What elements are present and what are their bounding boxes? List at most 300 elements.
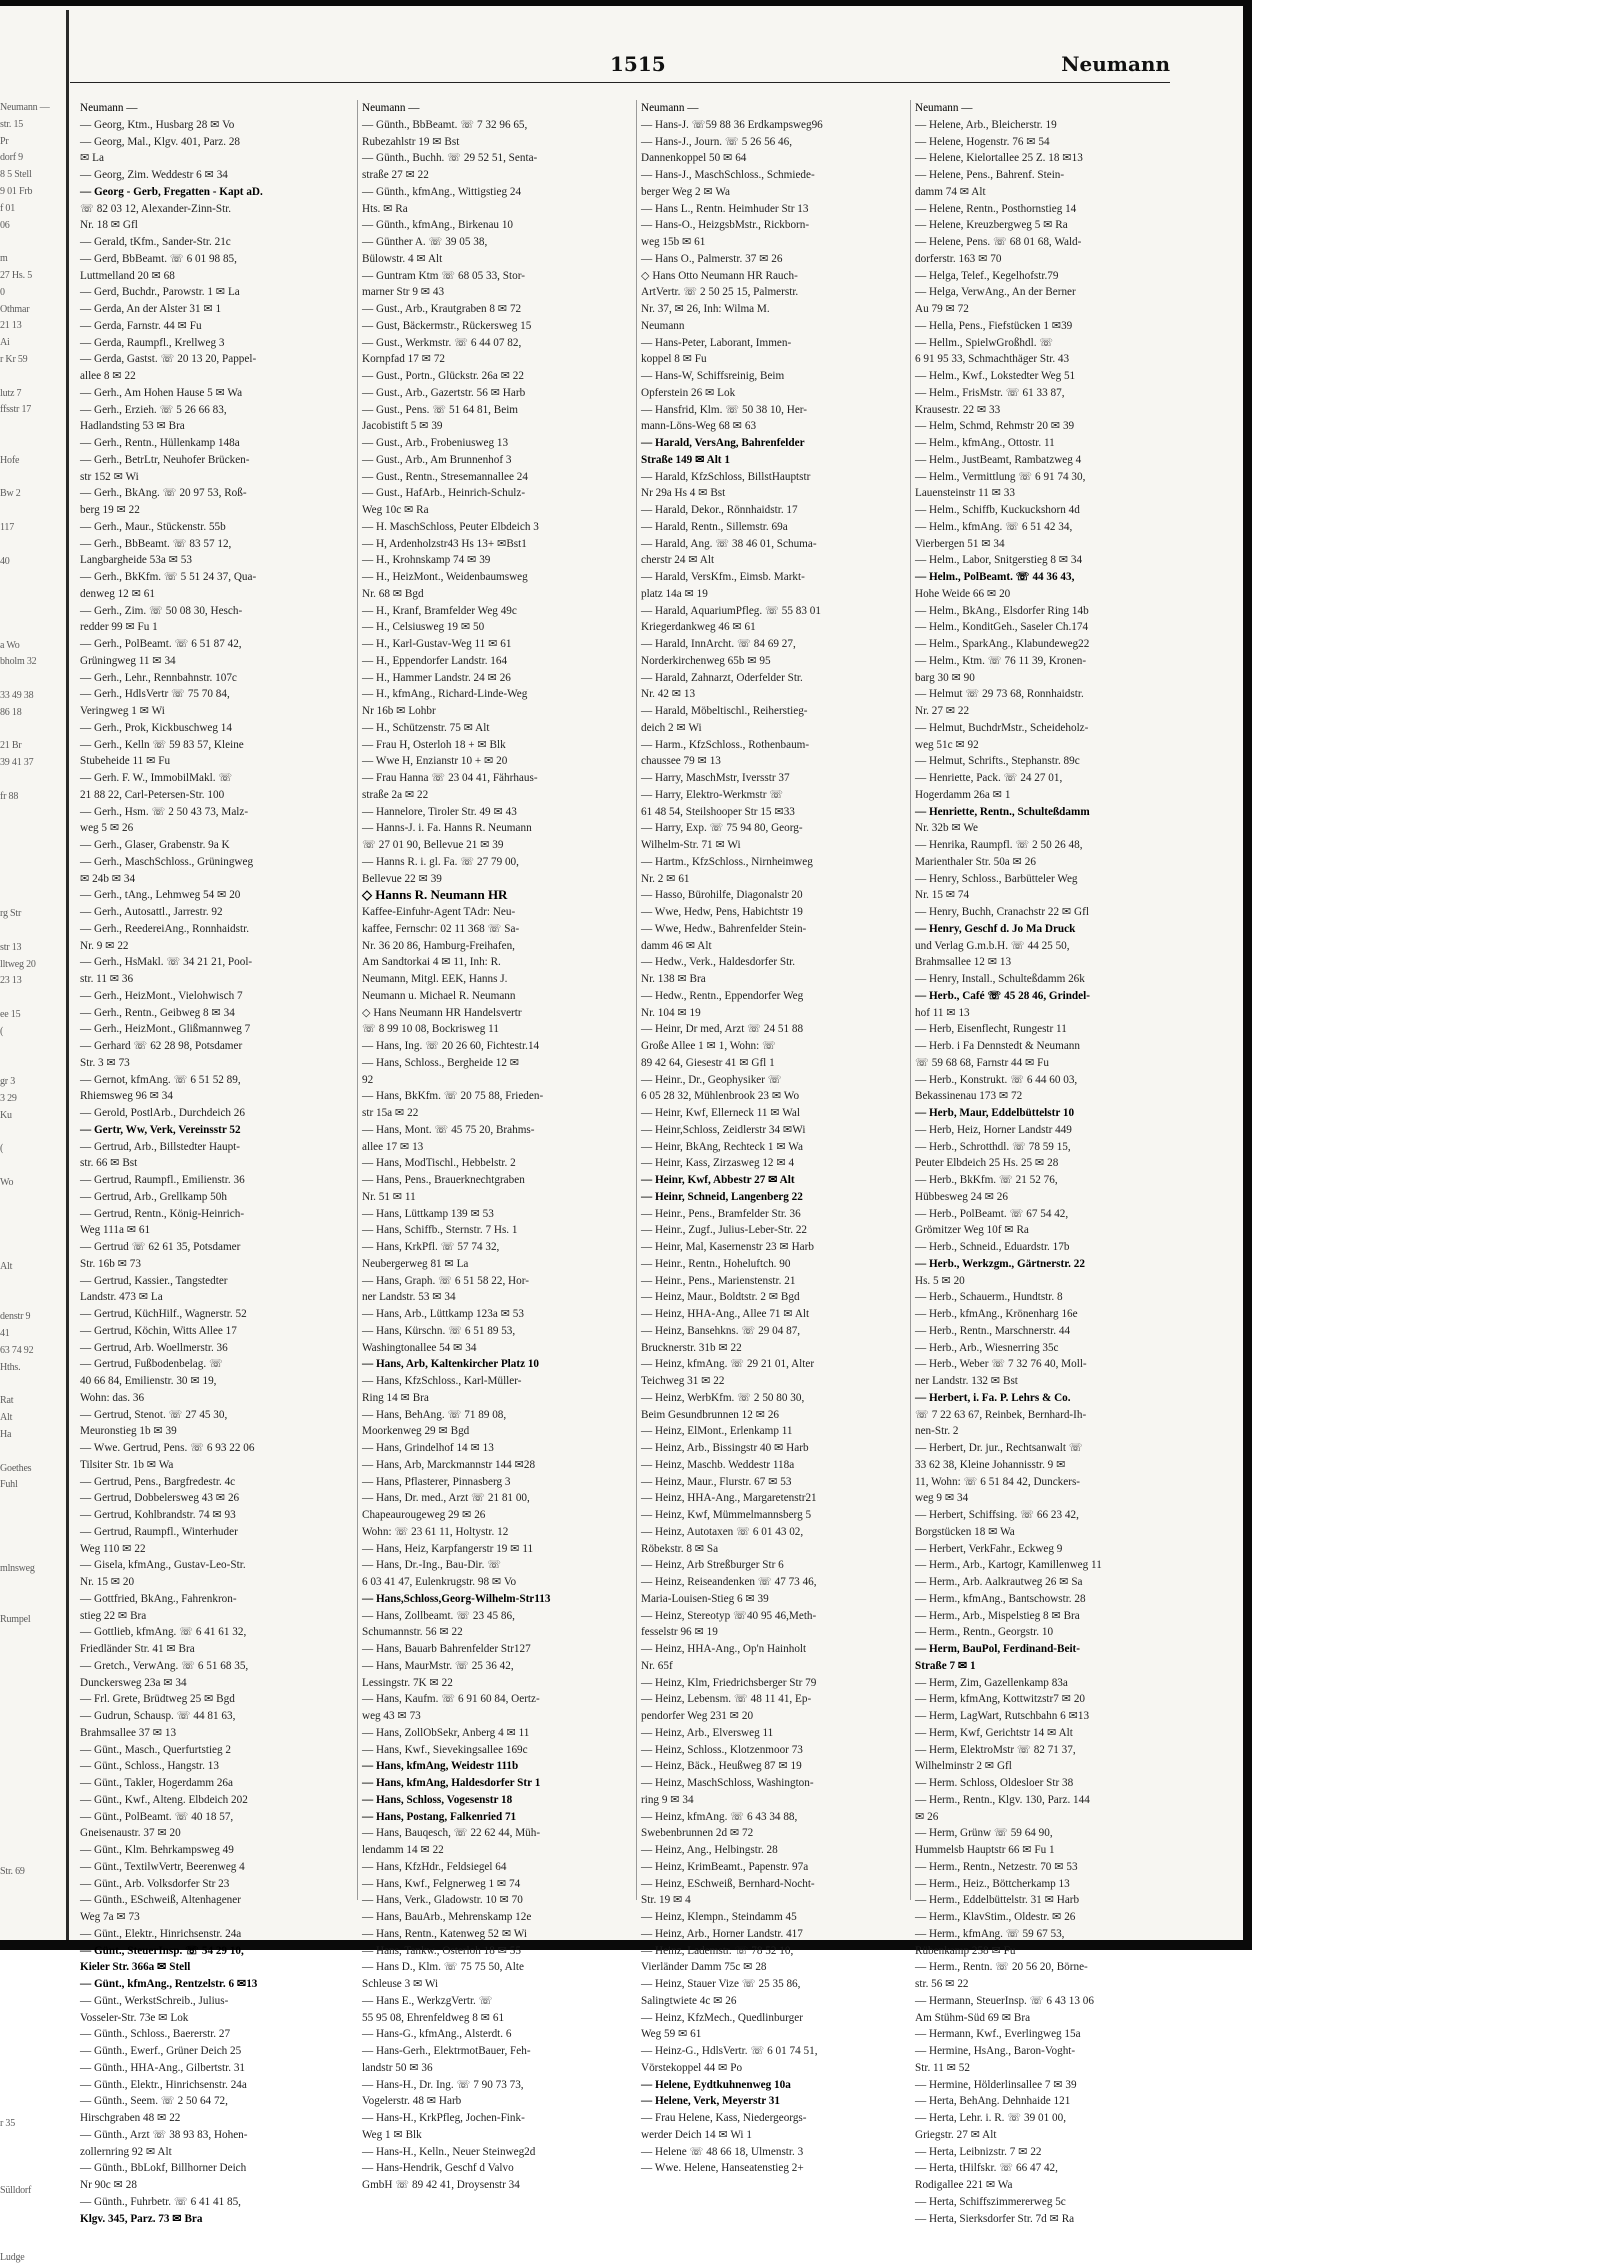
directory-entry: — Herb. i Fa Dennstedt & Neumann [915, 1040, 1080, 1052]
previous-page-line: a Wo [0, 639, 20, 651]
directory-entry: — Heinr, Kass, Zirzasweg 12 ✉ 4 [641, 1157, 795, 1170]
directory-entry: — H, Ardenholzstr43 Hs 13+ ✉Bst1 [362, 537, 527, 550]
directory-entry: — Heinz, Maschb. Weddestr 118a [641, 1458, 795, 1471]
directory-entry: — Hanns R. i. gl. Fa. ☏ 27 79 00, [362, 855, 519, 868]
directory-entry: — Heinz, Reiseandenken ☏ 47 73 46, [641, 1576, 817, 1588]
directory-entry: — Gudrun, Schausp. ☏ 44 81 63, [80, 1710, 236, 1722]
directory-entry: — Günth., BbBeamt. ☏ 7 32 96 65, [362, 118, 528, 131]
previous-page-line [0, 1813, 60, 1830]
directory-column-4 [915, 100, 1185, 2225]
directory-entry: — Herta, Schiffszimmererweg 5c [915, 2195, 1066, 2208]
directory-entry: — Harry, Exp. ☏ 75 94 80, Georg- [641, 822, 803, 835]
previous-page-line: 9 01 Frb [0, 185, 33, 197]
directory-entry: — Gust., HafArb., Heinrich-Schulz- [362, 487, 526, 500]
directory-entry: — Harm., KfzSchloss., Rothenbaum- [641, 738, 810, 751]
previous-page-line: Bw 2 [0, 488, 21, 500]
directory-entry: — Hermann, SteuerInsp. ☏ 6 43 13 06 [915, 1994, 1094, 2007]
previous-page-line [0, 537, 60, 554]
directory-entry: — Gerda, Raumpfl., Krellweg 3 [80, 336, 225, 349]
directory-entry: — H. MaschSchloss, Peuter Elbdeich 3 [362, 520, 539, 533]
directory-entry: Nr. 36 20 86, Hamburg-Freihafen, [362, 939, 515, 952]
directory-entry: — Helm., KonditGeh., Saseler Ch.174 [915, 621, 1089, 634]
directory-entry: 61 48 54, Steilshooper Str 15 ✉33 [641, 805, 795, 818]
directory-entry: landstr 50 ✉ 36 [362, 2061, 433, 2074]
directory-entry: Bekassinenau 173 ✉ 72 [915, 1090, 1023, 1103]
directory-entry: Wohn: ☏ 23 61 11, Holtystr. 12 [362, 1525, 509, 1538]
previous-page-line: 21 Br [0, 740, 22, 752]
previous-page-line: str. 15 [0, 118, 24, 130]
directory-entry: — Gottlieb, kfmAng. ☏ 6 41 61 32, [80, 1626, 247, 1639]
directory-entry: — Gottfried, BkAng., Fahrenkron- [80, 1592, 237, 1605]
directory-entry: — Heinz, WerbKfm. ☏ 2 50 80 30, [641, 1391, 805, 1404]
previous-page-line: 40 [0, 555, 10, 567]
directory-entry: — Herta, Sierksdorfer Str. 7d ✉ Ra [915, 2212, 1075, 2225]
column-heading: Neumann — [362, 102, 420, 114]
directory-entry: — Herb, Maur, Eddelbüttelstr 10 [915, 1107, 1075, 1119]
previous-page-line: Wo [0, 1177, 14, 1188]
directory-entry: — Hans, Verk., Gladowstr. 10 ✉ 70 [362, 1894, 523, 1907]
previous-page-line [0, 1528, 60, 1545]
previous-page-line: Alt [0, 1412, 13, 1424]
directory-entry: — Hans, Kwf., Sievekingsallee 169c [362, 1743, 528, 1756]
previous-page-line: Ai [0, 337, 10, 349]
previous-page-line [0, 822, 60, 839]
directory-entry: — Gertrud, Rentn., König-Heinrich- [80, 1207, 245, 1220]
previous-page-line [0, 1209, 60, 1226]
directory-entry: Nr. 9 ✉ 22 [80, 939, 129, 952]
directory-entry: — Heinz, Arb., Bissingstr 40 ✉ Harb [641, 1442, 809, 1454]
previous-page-line [0, 805, 60, 822]
directory-entry: — Hans-O., HeizgsbMstr., Rickborn- [641, 219, 810, 232]
previous-page-line [0, 1914, 60, 1931]
directory-entry: — H., Kranf, Bramfelder Weg 49c [362, 604, 517, 617]
directory-entry: — Herb., Werkzgm., Gärtnerstr. 22 [915, 1257, 1085, 1270]
directory-entry: Luttmelland 20 ✉ 68 [80, 269, 175, 282]
directory-entry: Peuter Elbdeich 25 Hs. 25 ✉ 28 [915, 1157, 1059, 1170]
directory-entry: mann-Löns-Weg 68 ✉ 63 [641, 420, 757, 433]
directory-entry: — Helm., kfmAng., Ottostr. 11 [915, 437, 1055, 449]
directory-entry: — Hans-J., MaschSchloss., Schmiede- [641, 169, 815, 181]
directory-entry: — Gertrud, Kohlbrandstr. 74 ✉ 93 [80, 1509, 236, 1521]
directory-entry: — Gretch., VerwAng. ☏ 6 51 68 35, [80, 1659, 249, 1672]
directory-entry: — Gerh., Rentn., Geibweg 8 ✉ 34 [80, 1006, 235, 1019]
directory-entry: — Günth., kfmAng., Birkenau 10 [362, 219, 514, 232]
directory-entry: — Wwe. Helene, Hanseatenstieg 2+ [641, 2162, 804, 2175]
directory-entry: 11, Wohn: ☏ 6 51 84 42, Dunckers- [915, 1475, 1081, 1488]
directory-entry: — Frl. Grete, Brüdtweg 25 ✉ Bgd [80, 1693, 235, 1706]
directory-entry: Veringweg 1 ✉ Wi [80, 705, 165, 717]
previous-page-line [0, 470, 60, 487]
previous-page-line [0, 1964, 60, 1981]
directory-entry: Str. 11 ✉ 52 [915, 2061, 970, 2074]
directory-entry: — Günth., BbLokf, Billhorner Deich [80, 2162, 247, 2175]
directory-entry: — Hans, Schiffb., Sternstr. 7 Hs. 1 [362, 1224, 518, 1237]
directory-entry: — Hans-J., Journ. ☏ 5 26 56 46, [641, 135, 793, 148]
directory-entry: — Hannelore, Tiroler Str. 49 ✉ 43 [362, 805, 517, 818]
previous-page-line: 8 5 Stell [0, 169, 32, 181]
directory-entry: ◇ Hans Otto Neumann HR Rauch- [641, 269, 798, 282]
previous-page-line [0, 1057, 60, 1074]
directory-entry: — Helm., Labor, Snitgerstieg 8 ✉ 34 [915, 554, 1083, 567]
previous-page-line [0, 772, 60, 789]
column-divider [636, 100, 637, 1900]
directory-entry: — Gernot, kfmAng. ☏ 6 51 52 89, [80, 1073, 241, 1086]
directory-entry: Ring 14 ✉ Bra [362, 1391, 429, 1404]
previous-page-line: 63 74 92 [0, 1344, 34, 1356]
directory-entry: — H., Krohnskamp 74 ✉ 39 [362, 554, 491, 567]
directory-entry: — Herm., kfmAng. ☏ 59 67 53, [915, 1927, 1065, 1940]
directory-entry: — Gertrud ☏ 62 61 35, Potsdamer [80, 1241, 241, 1253]
directory-entry: — Hans, KrkPfl. ☏ 57 74 32, [362, 1241, 500, 1253]
directory-entry: ✉ 24b ✉ 34 [80, 872, 136, 885]
directory-entry: — Hans L., Rentn. Heimhuder Str 13 [641, 202, 809, 215]
directory-entry: — Helm., kfmAng. ☏ 6 51 42 34, [915, 520, 1073, 533]
directory-entry: — Heinz, ElMont., Erlenkamp 11 [641, 1425, 793, 1438]
directory-entry: ArtVertr. ☏ 2 50 25 15, Palmerstr. [641, 286, 799, 299]
directory-entry: — Hans, Graph. ☏ 6 51 58 22, Hor- [362, 1274, 529, 1287]
directory-entry: Nr 29a Hs 4 ✉ Bst [641, 487, 726, 500]
directory-entry: — Gerh., Zim. ☏ 50 08 30, Hesch- [80, 604, 243, 617]
directory-entry: — Gerh., Hsm. ☏ 2 50 43 73, Malz- [80, 805, 249, 818]
directory-entry: Straße 7 ✉ 1 [915, 1659, 976, 1672]
directory-entry: Gneisenaustr. 37 ✉ 20 [80, 1827, 181, 1840]
directory-entry: Klgv. 345, Parz. 73 ✉ Bra [80, 2212, 203, 2225]
previous-page-fragment [0, 100, 60, 2263]
directory-entry: — H., Eppendorfer Landstr. 164 [362, 654, 508, 667]
directory-entry: — Heinz, HHA-Ang., Op'n Hainholt [641, 1643, 807, 1655]
directory-entry: Nr. 18 ✉ Gfl [80, 219, 138, 232]
directory-entry: — Gerh., MaschSchloss., Grüningweg [80, 855, 254, 868]
directory-entry: — Gerh. F. W., ImmobilMakl. ☏ [80, 772, 233, 784]
directory-entry: Nr. 68 ✉ Bgd [362, 587, 424, 600]
directory-entry: ☏ 8 99 10 08, Bockrisweg 11 [362, 1023, 499, 1036]
directory-entry: Nr. 32b ✉ We [915, 822, 978, 835]
directory-entry: — Günth., Arzt ☏ 38 93 83, Hohen- [80, 2128, 248, 2141]
directory-entry: — Hans, BkKfm. ☏ 20 75 88, Frieden- [362, 1090, 544, 1103]
directory-entry: — Hans, Dr. med., Arzt ☏ 21 81 00, [362, 1492, 530, 1505]
directory-entry: — Heinz, ESchweiß, Bernhard-Nocht- [641, 1877, 815, 1890]
directory-entry: Nr 90c ✉ 28 [80, 2179, 137, 2191]
directory-entry: — Frau Hanna ☏ 23 04 41, Fährhaus- [362, 772, 538, 784]
directory-entry: — Herm., Rentn. ☏ 20 56 20, Börne- [915, 1961, 1088, 1974]
previous-page-line: 39 41 37 [0, 757, 34, 769]
directory-entry: Bellevue 22 ✉ 39 [362, 872, 442, 885]
directory-entry: — Hans-Peter, Laborant, Immen- [641, 336, 792, 349]
directory-entry: allee 8 ✉ 22 [80, 370, 136, 382]
directory-entry: — Gertrud, KüchHilf., Wagnerstr. 52 [80, 1308, 247, 1320]
previous-page-line [0, 990, 60, 1007]
directory-entry: — Henry, Install., Schulteßdamm 26k [915, 973, 1085, 985]
directory-entry: — Günth., Ewerf., Grüner Deich 25 [80, 2045, 242, 2057]
directory-entry: weg 15b ✉ 61 [641, 236, 706, 248]
directory-entry: — Gisela, kfmAng., Gustav-Leo-Str. [80, 1559, 246, 1572]
directory-entry: — Herm., Rentn., Klgv. 130, Parz. 144 [915, 1793, 1090, 1806]
directory-entry: Nr. 27 ✉ 22 [915, 705, 970, 717]
directory-entry: — Hans-Hendrik, Geschf d Valvo [362, 2162, 514, 2175]
directory-entry: — Heinz, Stereotyp ☏40 95 46,Meth- [641, 1609, 817, 1622]
directory-entry: — Herm., Arb. Aalkrautweg 26 ✉ Sa [915, 1576, 1083, 1588]
previous-page-line: Hths. [0, 1361, 21, 1373]
previous-page-line: mlnsweg [0, 1563, 35, 1575]
page-gutter [66, 10, 69, 1940]
directory-entry: Vierbergen 51 ✉ 34 [915, 537, 1005, 550]
directory-entry: ✉ La [80, 152, 104, 165]
directory-entry: pendorfer Weg 231 ✉ 20 [641, 1710, 754, 1722]
directory-entry: — Helm., Kwf., Lokstedter Weg 51 [915, 370, 1076, 382]
previous-page-line [0, 2132, 60, 2149]
previous-page-line: 33 49 38 [0, 689, 34, 701]
directory-entry: — Gertrud, Kassier., Tangstedter [80, 1274, 228, 1287]
directory-entry: Kaffee-Einfuhr-Agent TAdr: Neu- [362, 906, 516, 918]
directory-entry: Opferstein 26 ✉ Lok [641, 386, 736, 399]
directory-entry: — Günt., Takler, Hogerdamm 26a [80, 1777, 233, 1789]
directory-entry: Str. 19 ✉ 4 [641, 1894, 691, 1907]
directory-entry: — Heinz, HHA-Ang., Allee 71 ✉ Alt [641, 1308, 810, 1320]
directory-entry: — Helm., SparkAng., Klabundeweg22 [915, 638, 1090, 650]
directory-entry: — Harald, Dekor., Rönnhaidstr. 17 [641, 504, 798, 516]
directory-entry: — Wwe H, Enzianstr 10 + ✉ 20 [362, 755, 508, 768]
directory-entry: Kornpfad 17 ✉ 72 [362, 353, 446, 366]
directory-entry: — Hartm., KfzSchloss., Nirnheimweg [641, 855, 813, 868]
previous-page-line [0, 1897, 60, 1914]
directory-entry: — Hans, Bauarb Bahrenfelder Str127 [362, 1643, 531, 1655]
directory-entry: — Heinz, Lebensm. ☏ 48 11 41, Ep- [641, 1693, 812, 1706]
page-header [70, 42, 1170, 83]
directory-entry: str 152 ✉ Wi [80, 470, 139, 483]
directory-entry: — Heinz, HHA-Ang., Margaretenstr21 [641, 1492, 817, 1505]
previous-page-line [0, 1293, 60, 1310]
directory-entry: Nr. 2 ✉ 61 [641, 872, 690, 885]
directory-entry: weg 5 ✉ 26 [80, 822, 134, 835]
directory-entry: 89 42 64, Giesestr 41 ✉ Gfl 1 [641, 1056, 775, 1069]
directory-entry: — Günt., Klm. Behrkampsweg 49 [80, 1844, 234, 1856]
previous-page-line [0, 587, 60, 604]
directory-entry: Str. 3 ✉ 73 [80, 1056, 130, 1069]
directory-entry: — Henry, Geschf d. Jo Ma Druck [915, 922, 1076, 935]
previous-page-line: 23 13 [0, 975, 22, 987]
previous-page-line: str 13 [0, 941, 22, 953]
directory-entry: — H., HeizMont., Weidenbaumsweg [362, 571, 528, 583]
directory-entry: Weg 1 ✉ Blk [362, 2128, 422, 2141]
previous-page-line [0, 1158, 60, 1175]
directory-entry: — Helene, Arb., Bleicherstr. 19 [915, 118, 1057, 131]
directory-entry: — Hermine, HsAng., Baron-Voght- [915, 2045, 1076, 2057]
directory-entry: — Gerh., PolBeamt. ☏ 6 51 87 42, [80, 638, 242, 650]
directory-entry: — Herbert, Schiffsing. ☏ 66 23 42, [915, 1509, 1079, 1521]
directory-entry: Marienthaler Str. 50a ✉ 26 [915, 855, 1036, 868]
directory-entry: — Helm., Vermittlung ☏ 6 91 74 30, [915, 470, 1086, 483]
directory-entry: — Gerh., HdlsVertr ☏ 75 70 84, [80, 688, 230, 701]
directory-entry: — Hermine, Hölderlinsallee 7 ✉ 39 [915, 2078, 1077, 2091]
directory-entry: — Herb., Rentn., Marschnerstr. 44 [915, 1324, 1071, 1337]
directory-entry: — Helmut, Schrifts., Stephanstr. 89c [915, 755, 1080, 768]
previous-page-line: lutz 7 [0, 387, 22, 399]
directory-entry: — Helm., JustBeamt, Rambatzweg 4 [915, 453, 1082, 466]
directory-entry: zollernring 92 ✉ Alt [80, 2145, 172, 2158]
directory-entry: ☏ 27 01 90, Bellevue 21 ✉ 39 [362, 839, 504, 851]
directory-entry: — Frau Helene, Kass, Niedergeorgs- [641, 2112, 807, 2124]
directory-entry: 6 91 95 33, Schmachthäger Str. 43 [915, 353, 1070, 366]
directory-entry: — Heinr., Zugf., Julius-Leber-Str. 22 [641, 1224, 808, 1237]
directory-entry: — Heinr., Pens., Marienstenstr. 21 [641, 1274, 796, 1287]
previous-page-line: Neumann — [0, 102, 50, 113]
directory-entry: — Hans, Grindelhof 14 ✉ 13 [362, 1442, 494, 1454]
previous-page-line: denstr 9 [0, 1311, 31, 1323]
previous-page-line [0, 1192, 60, 1209]
directory-entry: Hirschgraben 48 ✉ 22 [80, 2112, 181, 2124]
directory-entry: — Hella, Pens., Fiefstücken 1 ✉39 [915, 319, 1073, 332]
directory-entry: Hogerdamm 26a ✉ 1 [915, 788, 1011, 801]
directory-entry: Straße 149 ✉ Alt 1 [641, 453, 730, 466]
directory-entry: Neumann [641, 319, 685, 332]
directory-entry: str. 56 ✉ 22 [915, 1978, 969, 1990]
directory-entry: — Herm., Eddelbüttelstr. 31 ✉ Harb [915, 1894, 1080, 1907]
directory-entry: — Georg, Mal., Klgv. 401, Parz. 28 [80, 135, 241, 148]
directory-column-1 [80, 100, 350, 2225]
directory-entry: Dunckersweg 23a ✉ 34 [80, 1676, 187, 1689]
directory-entry: — Gust., Pens. ☏ 51 64 81, Beim [362, 403, 519, 416]
directory-entry: — Heinz, Maur., Flurstr. 67 ✉ 53 [641, 1475, 792, 1488]
previous-page-line: 117 [0, 521, 15, 533]
directory-entry: — Helene, Kreuzbergweg 5 ✉ Ra [915, 219, 1068, 232]
directory-entry: — Harald, KfzSchloss, BillstHauptstr [641, 470, 811, 483]
directory-entry: — Harald, Ang. ☏ 38 46 01, Schuma- [641, 537, 817, 550]
directory-entry: — Henrika, Raumpfl. ☏ 2 50 26 48, [915, 839, 1083, 851]
directory-entry: — Hermann, Kwf., Everlingweg 15a [915, 2028, 1081, 2041]
directory-entry: — Hans, Lüttkamp 139 ✉ 53 [362, 1207, 494, 1220]
directory-entry: — Herb, Eisenflecht, Rungestr 11 [915, 1023, 1067, 1036]
directory-entry: — Herb., Schneid., Eduardstr. 17b [915, 1241, 1070, 1253]
previous-page-line [0, 1981, 60, 1998]
directory-entry: 33 62 38, Kleine Johannisstr. 9 ✉ [915, 1458, 1066, 1471]
directory-entry: — Heinz, Bäck., Heußweg 87 ✉ 19 [641, 1760, 802, 1773]
directory-entry: — Harald, VersKfm., Eimsb. Markt- [641, 571, 805, 583]
directory-entry: — Gust., Rentn., Stresemannallee 24 [362, 470, 528, 483]
directory-entry: — Henry, Buchh, Cranachstr 22 ✉ Gfl [915, 906, 1089, 918]
directory-entry: Weg 110 ✉ 22 [80, 1542, 146, 1555]
previous-page-line [0, 1796, 60, 1813]
directory-entry: — Heinz-G., HdlsVertr. ☏ 6 01 74 51, [641, 2045, 818, 2057]
previous-page-line [0, 2233, 60, 2250]
previous-page-line [0, 1931, 60, 1948]
directory-entry: — Günt., Kwf., Alteng. Elbdeich 202 [80, 1793, 248, 1806]
directory-entry: — Helm., Schiffb, Kuckuckshorn 4d [915, 504, 1080, 516]
directory-entry: Grömitzer Weg 10f ✉ Ra [915, 1224, 1029, 1237]
column-heading: Neumann — [915, 102, 973, 114]
directory-entry: — Hans, Heiz, Karpfangerstr 19 ✉ 11 [362, 1542, 534, 1555]
directory-entry: — Hans, Rentn., Katenweg 52 ✉ Wi [362, 1927, 528, 1940]
previous-page-line [0, 2032, 60, 2049]
directory-entry: — Hans, kfmAng, Weidestr 111b [362, 1760, 519, 1773]
directory-entry: — Helm., PolBeamt. ☏ 44 36 43, [915, 571, 1075, 583]
directory-entry: — Heinr, Kwf, Abbestr 27 ✉ Alt [641, 1174, 795, 1186]
directory-entry: koppel 8 ✉ Fu [641, 353, 707, 366]
directory-entry: — Herta, Lehr. i. R. ☏ 39 01 00, [915, 2112, 1067, 2124]
directory-entry: — Heinr, Mal, Kasernenstr 23 ✉ Harb [641, 1241, 814, 1253]
directory-entry: — Gerd, BbBeamt. ☏ 6 01 98 85, [80, 252, 237, 265]
previous-page-line [0, 1377, 60, 1394]
directory-entry: — Gerold, PostlArb., Durchdeich 26 [80, 1107, 245, 1119]
previous-page-line [0, 2099, 60, 2116]
directory-entry: — Harald, VersAng, Bahrenfelder [641, 437, 805, 449]
directory-entry: — Hanns-J. i. Fa. Hanns R. Neumann [362, 822, 532, 835]
directory-entry: dorferstr. 163 ✉ 70 [915, 252, 1002, 265]
directory-entry: — Harald, Möbeltischl., Reiherstieg- [641, 705, 808, 717]
previous-page-line [0, 1679, 60, 1696]
directory-entry: — Hans, MaurMstr. ☏ 25 36 42, [362, 1659, 514, 1672]
directory-entry: — Herb., Weber ☏ 7 32 76 40, Moll- [915, 1358, 1087, 1371]
directory-entry: — Herbert, VerkFahr., Eckweg 9 [915, 1542, 1063, 1555]
directory-entry: — Gust., Arb., Gazertstr. 56 ✉ Harb [362, 386, 526, 399]
directory-entry: — Harald, InnArcht. ☏ 84 69 27, [641, 638, 796, 650]
directory-entry: — Hans, Arb, Marckmannstr 144 ✉28 [362, 1458, 536, 1471]
directory-entry: — Hans, Arb, Kaltenkircher Platz 10 [362, 1358, 540, 1371]
previous-page-line [0, 1763, 60, 1780]
directory-entry: — Hans-H., KrkPfleg, Jochen-Fink- [362, 2112, 525, 2124]
previous-page-line [0, 604, 60, 621]
directory-entry: — Hans, Tankw., Osterloh 18 ✉ 55 [362, 1944, 521, 1957]
column-heading: Neumann — [80, 102, 138, 114]
directory-entry: — Gerald, tKfm., Sander-Str. 21c [80, 236, 231, 248]
directory-entry: stieg 22 ✉ Bra [80, 1609, 147, 1622]
directory-entry: Röbekstr. 8 ✉ Sa [641, 1542, 719, 1555]
directory-entry: — Günth., HHA-Ang., Gilbertstr. 31 [80, 2061, 246, 2074]
directory-entry: — Günt., TextilwVertr, Beerenweg 4 [80, 1860, 245, 1873]
directory-entry: — Gust., Arb., Frobeniusweg 13 [362, 437, 509, 449]
directory-entry: — Günt., Masch., Querfurtstieg 2 [80, 1743, 232, 1756]
previous-page-line: Alt [0, 1260, 13, 1272]
directory-entry: — Hans, Mont. ☏ 45 75 20, Brahms- [362, 1123, 535, 1136]
directory-entry: — Heinz, KfzMech., Quedlinburger [641, 2011, 803, 2024]
directory-entry: Hohe Weide 66 ✉ 20 [915, 587, 1011, 600]
previous-page-line [0, 621, 60, 638]
directory-entry: — Gertrud, Stenot. ☏ 27 45 30, [80, 1408, 228, 1421]
directory-entry: — Gerh., Maur., Stückenstr. 55b [80, 520, 226, 533]
directory-entry: Rodigallee 221 ✉ Wa [915, 2179, 1013, 2191]
scan-edge-top [0, 0, 1252, 6]
previous-page-line: 3 29 [0, 1093, 17, 1105]
directory-entry: — Hans-J. ☏59 88 36 Erdkampsweg96 [641, 118, 823, 131]
directory-entry: — Herb., Café ☏ 45 28 46, Grindel- [915, 989, 1090, 1002]
directory-entry: — Helga, VerwAng., An der Berner [915, 286, 1076, 299]
previous-page-line [0, 1276, 60, 1293]
previous-page-line [0, 1729, 60, 1746]
directory-entry: Rhiemsweg 96 ✉ 34 [80, 1090, 173, 1103]
directory-entry: — Guntram Ktm ☏ 68 05 33, Stor- [362, 269, 525, 282]
previous-page-line [0, 1998, 60, 2015]
directory-entry: — Hans-H., Dr. Ing. ☏ 7 90 73 73, [362, 2078, 524, 2091]
directory-entry: — Herm, kfmAng, Kottwitzstr7 ✉ 20 [915, 1693, 1086, 1706]
directory-entry: Tilsiter Str. 1b ✉ Wa [80, 1458, 174, 1471]
directory-entry: ✉ 26 [915, 1810, 939, 1823]
directory-entry: Nr. 15 ✉ 74 [915, 889, 970, 902]
directory-entry: 6 05 28 32, Mühlenbrook 23 ✉ Wo [641, 1090, 800, 1103]
directory-entry: — Hans-Gerh., ElektrmotBauer, Feh- [362, 2045, 531, 2057]
directory-entry: — Herm., Heiz., Böttcherkamp 13 [915, 1877, 1070, 1890]
previous-page-line: Othmar [0, 303, 30, 315]
previous-page-line [0, 1511, 60, 1528]
directory-entry: — Herbert, Dr. jur., Rechtsanwalt ☏ [915, 1442, 1083, 1454]
previous-page-line [0, 1948, 60, 1965]
directory-entry: — Wwe. Gertrud, Pens. ☏ 6 93 22 06 [80, 1442, 255, 1454]
previous-page-line: Ku [0, 1109, 12, 1121]
directory-entry: allee 17 ✉ 13 [362, 1140, 424, 1153]
directory-entry: — Hans, Pens., Brauerknechtgraben [362, 1174, 525, 1186]
previous-page-line [0, 873, 60, 890]
directory-entry: — Heinr., Rentn., Hoheluftch. 90 [641, 1257, 791, 1270]
directory-entry: — Harald, Rentn., Sillemstr. 69a [641, 520, 788, 533]
directory-entry: GmbH ☏ 89 42 41, Droysenstr 34 [362, 2179, 520, 2191]
